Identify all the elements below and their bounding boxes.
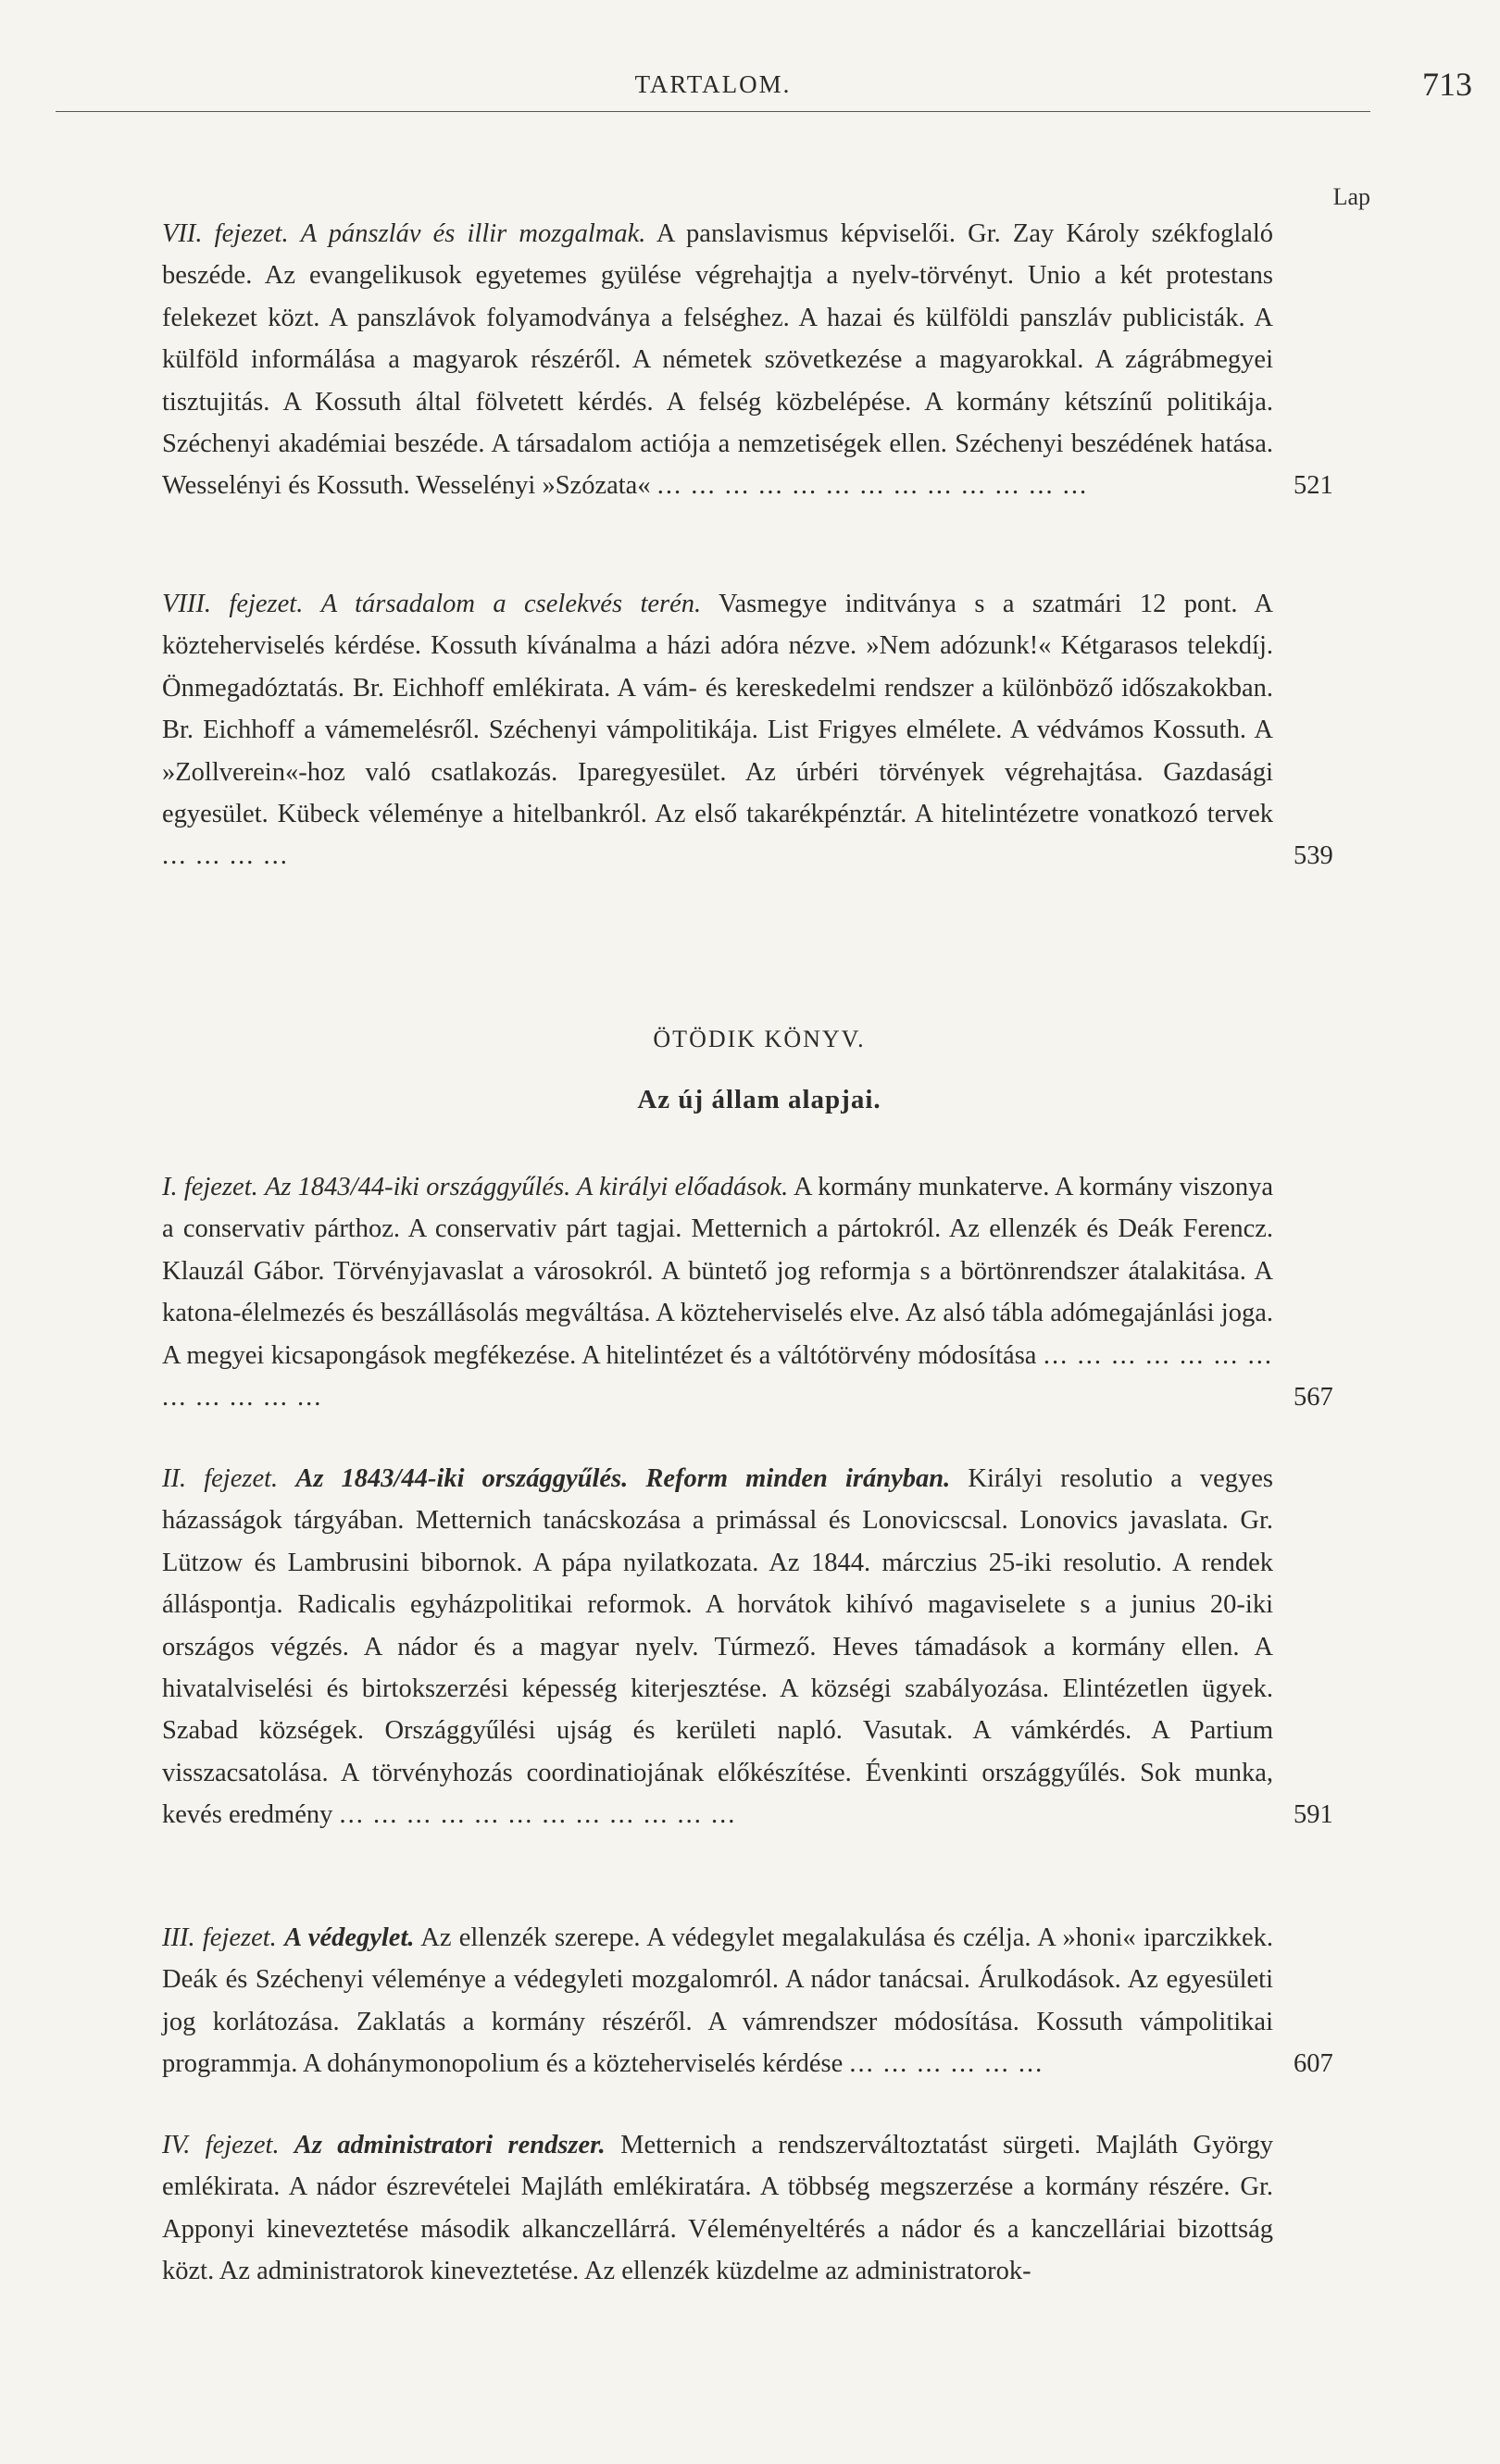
chapter-title: A védegylet. (284, 1923, 415, 1952)
toc-entry-chapter-ii (162, 1458, 1333, 1836)
chapter-summary: A kormány munkaterve. A kormány viszonya a conservativ párthoz. A conservativ párt tagjai. Metternich a pártokról. Az ellenzék és Deák Ferencz. Klauzál Gábor. Törvényjavaslat a városokról. A büntető jog reformja s a börtönrendszer átalakitása. A katona-élelmezés és beszállásolás megváltása. A közteherviselés elve. Az alsó tábla adómegajánlási joga. A megyei kicsapongások megfékezése. A hitelintézet és a váltótörvény módosítása (162, 1173, 1274, 1370)
toc-entry-chapter-i (162, 1166, 1333, 1418)
running-header (56, 65, 1472, 112)
toc-entry-chapter-iii (162, 1917, 1333, 2085)
toc-entry-chapter-viii (162, 583, 1333, 877)
page-column-label: Lap (1332, 183, 1370, 210)
page-number: 713 (1422, 66, 1472, 103)
chapter-title: A pánszláv és illir mozgalmak. (300, 219, 646, 248)
chapter-page-number: 567 (1294, 1383, 1333, 1412)
book-title: Az új állam alapjai. (637, 1085, 881, 1114)
chapter-title: Az administratori rendszer. (294, 2131, 606, 2159)
dot-leader: ... ... ... ... ... ... ... ... ... ... ... ... (339, 1800, 737, 1830)
chapter-summary: A panslavismus képviselői. Gr. Zay Károly székfoglaló beszéde. Az evangelikusok egyetemes gyülése végrehajtja a nyelv-törvényt. Unio a két protestans felekezet közt. A panszlávok folyamodványa a felséghez. A hazai és külföldi panszláv publicisták. A külföld informálása a magyarok részéről. A németek szövetkezése a magyarokkal. A zágrábmegyei tisztujitás. A Kossuth által fölvetett kérdés. A felség közbelépése. A kormány kétszínű politikája. Széchenyi akadémiai beszéde. A társadalom actiója a nemzetiségek ellen. Széchenyi beszédének hatása. Wesselényi és Kossuth. Wesselényi »Szózata« (162, 219, 1273, 501)
chapter-summary: Az ellenzék szerepe. A védegylet megalakulása és czélja. A »honi« iparczikkek. Deák és Széchenyi véleménye a védegyleti mozgalomról. A nádor tanácsai. Árulkodások. Az egyesületi jog korlátozása. Zaklatás a kormány részéről. A vámrendszer módosítása. Kossuth vámpolitikai programmja. A dohánymonopolium és a közteherviselés kérdése (162, 1923, 1273, 2079)
chapter-label: I. fejezet. (162, 1173, 258, 1201)
chapter-label: II. fejezet. (162, 1464, 279, 1493)
toc-entry-chapter-iv (162, 2124, 1273, 2293)
chapter-summary: Királyi resolutio a vegyes házasságok tárgyában. Metternich tanácskozása a primással és Lonovicscsal. Lonovics javaslata. Gr. Lützow és Lambrusini bibornok. A pápa nyilatkozata. Az 1844. márczius 25-iki resolutio. A rendek álláspontja. Radicalis egyházpolitikai reformok. A horvátok kihívó magaviselete s a junius 20-iki országos végzés. A nádor és a magyar nyelv. Túrmező. Heves támadások a kormány ellen. A hivatalviselési és birtokszerzési képesség kiterjesztése. A községi szabályozása. Elintézetlen ügyek. Szabad községek. Országgyűlési ujság és kerületi napló. Vasutak. A vámkérdés. A Partium visszacsatolása. A törvényhozás coordinatiojának előkészítése. Évenkinti országgyűlés. Sok munka, kevés eredmény (162, 1464, 1274, 1830)
chapter-label: III. fejezet. (162, 1923, 277, 1952)
chapter-page-number: 521 (1294, 471, 1333, 501)
chapter-label: VII. fejezet. (162, 219, 289, 248)
dot-leader: ... ... ... ... ... ... (849, 2049, 1044, 2079)
chapter-label: IV. fejezet. (162, 2131, 280, 2159)
running-title: TARTALOM. (634, 70, 792, 98)
chapter-label: VIII. fejezet. (162, 590, 304, 618)
chapter-summary: Vasmegye inditványa s a szatmári 12 pont. A közteherviselés kérdése. Kossuth kívánalma a házi adóra nézve. »Nem adózunk!« Kétgarasos telekdíj. Önmegadóztatás. Br. Eichhoff emlékirata. A vám- és kereskedelmi rendszer a különböző időszakokban. Br. Eichhoff a vámemelésről. Széchenyi vámpolitikája. List Frigyes elmélete. A védvámos Kossuth. A »Zollverein«-hoz való csatlakozás. Iparegyesület. Az úrbéri törvények végrehajtása. Gazdasági egyesület. Kübeck véleménye a hitelbankról. Az első takarékpénztár. A hitelintézetre vonatkozó tervek (162, 590, 1273, 829)
dot-leader: ... ... ... ... ... ... ... ... ... ... ... ... ... (656, 471, 1089, 501)
book-label: ÖTÖDIK KÖNYV. (653, 1026, 866, 1052)
chapter-title: A társadalom a cselekvés terén. (320, 590, 702, 618)
chapter-summary: Metternich a rendszerváltoztatást sürgeti. Majláth György emlékirata. A nádor észrevételei Majláth emlékiratára. A többség megszerzése a kormány részére. Gr. Apponyi kineveztetése második alkanczellárrá. Véleményeltérés a nádor és a kanczelláriai bizottság közt. Az administratorok kineveztetése. Az ellenzék küzdelme az administratorok- (162, 2131, 1273, 2286)
chapter-title: Az 1843/44-iki országgyűlés. Reform minden irányban. (295, 1464, 951, 1493)
chapter-page-number: 607 (1294, 2049, 1333, 2079)
dot-leader: ... ... ... ... ... ... ... ... ... ... ... ... (162, 1340, 1274, 1412)
chapter-title: Az 1843/44-iki országgyűlés. A királyi előadások. (264, 1173, 789, 1201)
chapter-page-number: 591 (1294, 1800, 1333, 1830)
chapter-page-number: 539 (1294, 841, 1333, 871)
toc-entry-chapter-vii (162, 213, 1333, 507)
dot-leader: ... ... ... ... (162, 841, 289, 871)
